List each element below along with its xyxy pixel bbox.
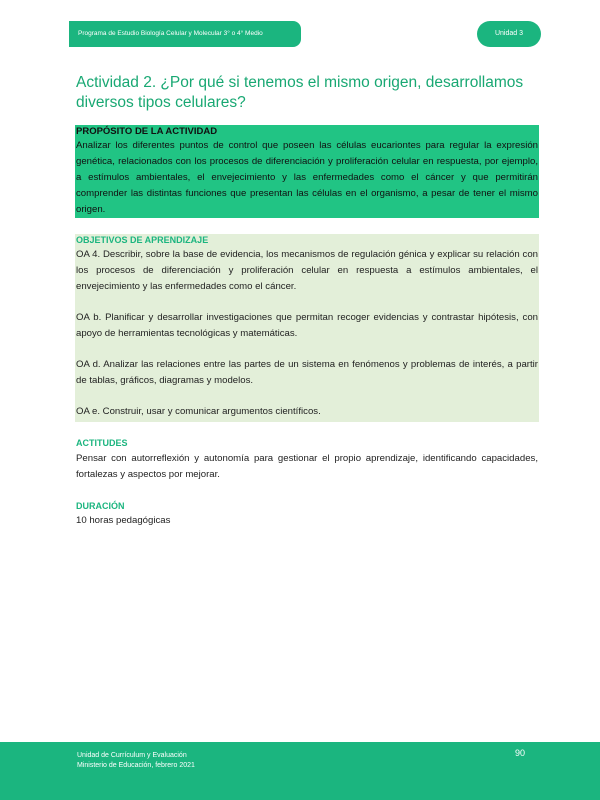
activity-title: Actividad 2. ¿Por qué si tenemos el mismo origen, desarrollamos diversos tipos celulares?: [76, 74, 524, 111]
page-footer: [0, 742, 600, 800]
objectives-heading: OBJETIVOS DE APRENDIZAJE: [76, 235, 209, 245]
page-number: 90: [515, 748, 526, 758]
purpose-text: Analizar los diferentes puntos de control que poseen las células eucariontes para regular la expresión genética, relacionados con los procesos de diferenciación y proliferación celular en respuesta, por ejemplo, a estímulos ambientales, el envejecimiento y las enfermedades como el cáncer y que permitirán comprender las distintas funciones que presentan las células en el organismo, a pesar de tener el mismo origen.: [76, 140, 538, 215]
attitudes-text: Pensar con autorreflexión y autonomía para gestionar el propio aprendizaje, identificando capacidades, fortalezas y aspectos por mejorar.: [76, 453, 538, 480]
footer-unit-name: Unidad de Currículum y Evaluación: [77, 752, 187, 759]
duration-heading: DURACIÓN: [76, 501, 125, 511]
objectives-box: [75, 234, 539, 422]
objective-item: OA d. Analizar las relaciones entre las partes de un sistema en fenómenos y problemas de interés, a partir de tablas, gráficos, diagramas y modelos.: [76, 359, 538, 386]
objective-item: OA 4. Describir, sobre la base de evidencia, los mecanismos de regulación génica y explicar su relación con los procesos de diferenciación y proliferación celular en respuesta a estímulos ambientales, el envejecimiento y las enfermedades como el cáncer.: [76, 249, 538, 292]
unit-badge: Unidad 3: [477, 21, 541, 47]
purpose-heading: PROPÓSITO DE LA ACTIVIDAD: [76, 126, 218, 137]
attitudes-heading: ACTITUDES: [76, 438, 128, 448]
objective-item: OA b. Planificar y desarrollar investigaciones que permitan recoger evidencias y contrastar hipótesis, con apoyo de herramientas tecnológicas y matemáticas.: [76, 312, 538, 339]
objective-item: OA e. Construir, usar y comunicar argumentos científicos.: [76, 406, 321, 417]
duration-text: 10 horas pedagógicas: [76, 515, 171, 526]
purpose-box: [75, 125, 539, 218]
program-header: Programa de Estudio Biología Celular y Molecular 3° o 4° Medio: [69, 21, 301, 47]
footer-ministry-date: Ministerio de Educación, febrero 2021: [77, 762, 195, 769]
